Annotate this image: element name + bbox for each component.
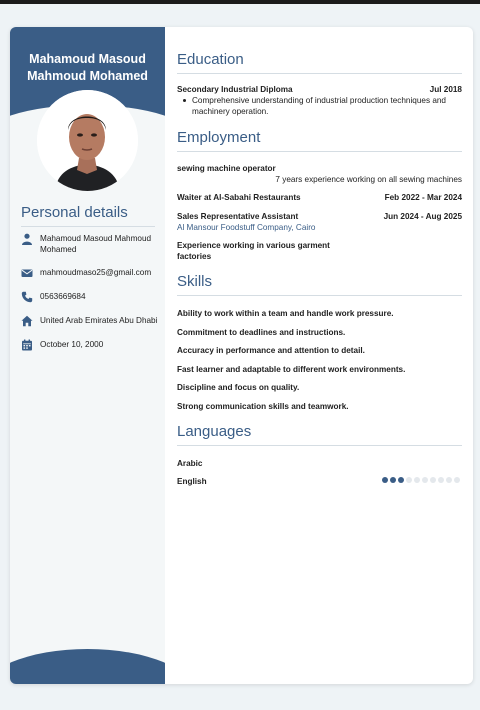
personal-name-text: Mahamoud Masoud Mahmoud Mohamed xyxy=(40,234,152,254)
personal-item-name xyxy=(21,233,161,255)
personal-item-address xyxy=(21,315,161,327)
skill-item: Strong communication skills and teamwork. xyxy=(177,402,349,411)
skill-item: Ability to work within a team and handle work pressure. xyxy=(177,309,394,318)
sidebar xyxy=(10,27,165,684)
skill-item: Fast learner and adaptable to different work environments. xyxy=(177,365,406,374)
education-date: Jul 2018 xyxy=(429,85,462,94)
profile-photo-image xyxy=(37,90,138,191)
employment-title: Employment xyxy=(177,129,462,152)
level-dot xyxy=(430,477,436,483)
level-dot xyxy=(406,477,412,483)
education-bullet: Comprehensive understanding of industrial production techniques and machinery operation. xyxy=(177,95,462,117)
personal-birthdate-text: October 10, 2000 xyxy=(40,340,104,349)
education-entry xyxy=(177,84,462,95)
personal-email-text[interactable]: mahmoudmaso25@gmail.com xyxy=(40,268,152,277)
resume-card xyxy=(10,27,473,684)
skill-item: Commitment to deadlines and instructions. xyxy=(177,328,346,337)
education-title: Education xyxy=(177,51,462,74)
language-level-rating xyxy=(380,477,460,483)
top-bar xyxy=(0,0,480,4)
skill-item: Discipline and focus on quality. xyxy=(177,383,300,392)
level-dot xyxy=(454,477,460,483)
skills-title: Skills xyxy=(177,273,462,296)
level-dot xyxy=(446,477,452,483)
personal-phone-text[interactable]: 0563669684 xyxy=(40,292,86,301)
phone-icon xyxy=(21,291,33,303)
job-description: 7 years experience working on all sewing machines xyxy=(275,175,462,184)
level-dot xyxy=(414,477,420,483)
job-company: Al Mansour Foodstuff Company, Cairo xyxy=(177,223,316,232)
profile-photo xyxy=(37,90,138,191)
level-dot xyxy=(422,477,428,483)
level-dot xyxy=(438,477,444,483)
personal-details-list xyxy=(21,233,161,363)
job-date: Jun 2024 - Aug 2025 xyxy=(383,212,462,221)
personal-item-birthdate xyxy=(21,339,161,351)
job-date: Feb 2022 - Mar 2024 xyxy=(384,193,462,202)
level-dot xyxy=(398,477,404,483)
envelope-icon xyxy=(21,267,33,279)
profile-name xyxy=(10,51,165,85)
home-icon xyxy=(21,315,33,327)
sidebar-footer-band xyxy=(10,649,165,684)
job-entry-2 xyxy=(177,192,462,203)
job-entry-4: Experience working in various garment factories xyxy=(177,241,330,261)
job-role: Sales Representative Assistant xyxy=(177,212,299,221)
language-item-arabic: Arabic xyxy=(177,459,203,468)
language-name: English xyxy=(177,477,207,486)
language-item-english xyxy=(177,476,462,487)
job-entry-1 xyxy=(177,163,462,174)
level-dot xyxy=(390,477,396,483)
calendar-icon xyxy=(21,339,33,351)
job-role: sewing machine operator xyxy=(177,164,276,173)
job-role: Waiter at Al-Sabahi Restaurants xyxy=(177,193,301,202)
personal-address-text: United Arab Emirates Abu Dhabi xyxy=(40,316,158,325)
main-content xyxy=(177,27,462,486)
profile-name-line2: Mahmoud Mohamed xyxy=(27,69,148,83)
languages-title: Languages xyxy=(177,423,462,446)
personal-details-title: Personal details xyxy=(21,204,155,227)
skill-item: Accuracy in performance and attention to detail. xyxy=(177,346,365,355)
user-icon xyxy=(21,233,33,245)
job-entry-3 xyxy=(177,211,462,222)
personal-item-phone xyxy=(21,291,161,303)
education-degree: Secondary Industrial Diploma xyxy=(177,85,293,94)
level-dot xyxy=(382,477,388,483)
personal-item-email xyxy=(21,267,161,279)
profile-name-line1: Mahamoud Masoud xyxy=(29,52,146,66)
